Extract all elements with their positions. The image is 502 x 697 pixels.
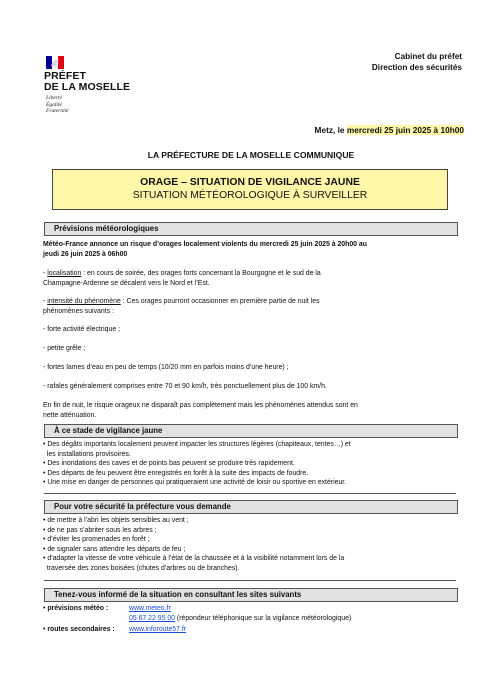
localisation-paragraph: - localisation : en cours de soirée, des orages forts concernant la Bourgogne et le sud de la Champagne-Ardenne se décalent vers le Nord et l’Est. <box>43 270 321 287</box>
cabinet-label: Cabinet du préfet <box>394 52 462 61</box>
direction-label: Direction des sécurités <box>371 63 462 72</box>
list-item: • Une mise en danger de personnes qui pratiqueraient une activité de loisir ou sportive en extérieur. <box>43 479 347 486</box>
routes-row: • routes secondaires : <box>43 626 115 633</box>
alert-title: ORAGE – SITUATION DE VIGILANCE JAUNE <box>140 177 360 188</box>
marianne-flag-icon <box>46 56 64 69</box>
list-item: • Des départs de feu peuvent être enregistrés en forêt à la suite des impacts de foudre. <box>43 469 309 477</box>
securite-list <box>43 516 344 573</box>
routes-link[interactable]: www.inforoute57.fr <box>129 626 187 633</box>
vigilance-alert-box <box>52 169 448 210</box>
meteo-row: • prévisions météo : <box>43 605 109 612</box>
list-item: • de mettre à l’abri les objets sensibles au vent ; <box>43 517 189 524</box>
list-item: • de signaler sans attendre les départs de feu ; <box>43 545 186 553</box>
list-item: • de ne pas s’abriter sous les arbres ; <box>43 526 157 534</box>
alert-subtitle: SITUATION MÉTÉOROLOGIQUE À SURVEILLER <box>132 190 368 201</box>
previsions-intro: Météo-France annonce un risque d’orages localement violents du mercredi 25 juin 2025 à 20h00 au jeudi 26 juin 2025 à 06h00 <box>43 241 367 258</box>
section-header-stade: À ce stade de vigilance jaune <box>44 424 458 438</box>
phenomene-item: - rafales généralement comprises entre 70 et 90 km/h, très ponctuellement plus de 100 km/h. <box>43 383 327 390</box>
section-header-securite: Pour votre sécurité la préfecture vous demande <box>44 500 458 514</box>
section-header-previsions: Prévisions météorologiques <box>44 222 458 236</box>
intensite-paragraph: - intensité du phénomène : Ces orages pourront occasionner en première partie de nuit les phénomènes suivants : <box>43 298 320 315</box>
list-item: • d’adapter la vitesse de votre véhicule à l’état de la chaussée et à la visibilité notamment lors de la <box>43 555 345 562</box>
dateline: Metz, le mercredi 25 juin 2025 à 10h00 <box>314 125 464 135</box>
communique-title: LA PRÉFECTURE DE LA MOSELLE COMMUNIQUE <box>147 150 355 160</box>
devise: Liberté Égalité Fraternité <box>46 95 69 114</box>
cabinet-block <box>372 51 462 73</box>
stade-list <box>43 440 351 488</box>
meteo-phone: 05 67 22 95 00 (répondeur téléphonique sur la vigilance météorologique) <box>129 615 352 622</box>
prefet-title: PRÉFET DE LA MOSELLE <box>44 70 131 93</box>
list-item: • Des inondations des caves et de points bas peuvent se produire très rapidement. <box>43 460 295 467</box>
section-header-info: Tenez-vous informé de la situation en consultant les sites suivants <box>44 588 458 602</box>
fin-de-nuit-paragraph: En fin de nuit, le risque orageux ne disparaît pas complètement mais les phénomènes attendus sont en nette atténuation. <box>43 402 358 419</box>
meteo-link[interactable]: www.meteo.fr <box>129 605 171 612</box>
list-item: • d’éviter les promenades en forêt ; <box>43 536 150 543</box>
list-item: traversée des zones boisées (chutes d’arbres ou de branches). <box>46 564 240 572</box>
list-item: les installations provisoires. <box>46 450 131 458</box>
phenomene-item: - fortes lames d’eau en peu de temps (10/20 mm en parfois moins d’une heure) ; <box>43 364 289 371</box>
list-item: • Des dégâts importants localement peuvent impacter les structures légères (chapiteaux, tentes…) et <box>43 441 351 448</box>
section-divider <box>44 493 456 494</box>
phenomene-item: - petite grêle ; <box>43 345 86 352</box>
phenomene-item: - forte activité électrique ; <box>43 326 120 333</box>
section-divider <box>44 580 456 581</box>
